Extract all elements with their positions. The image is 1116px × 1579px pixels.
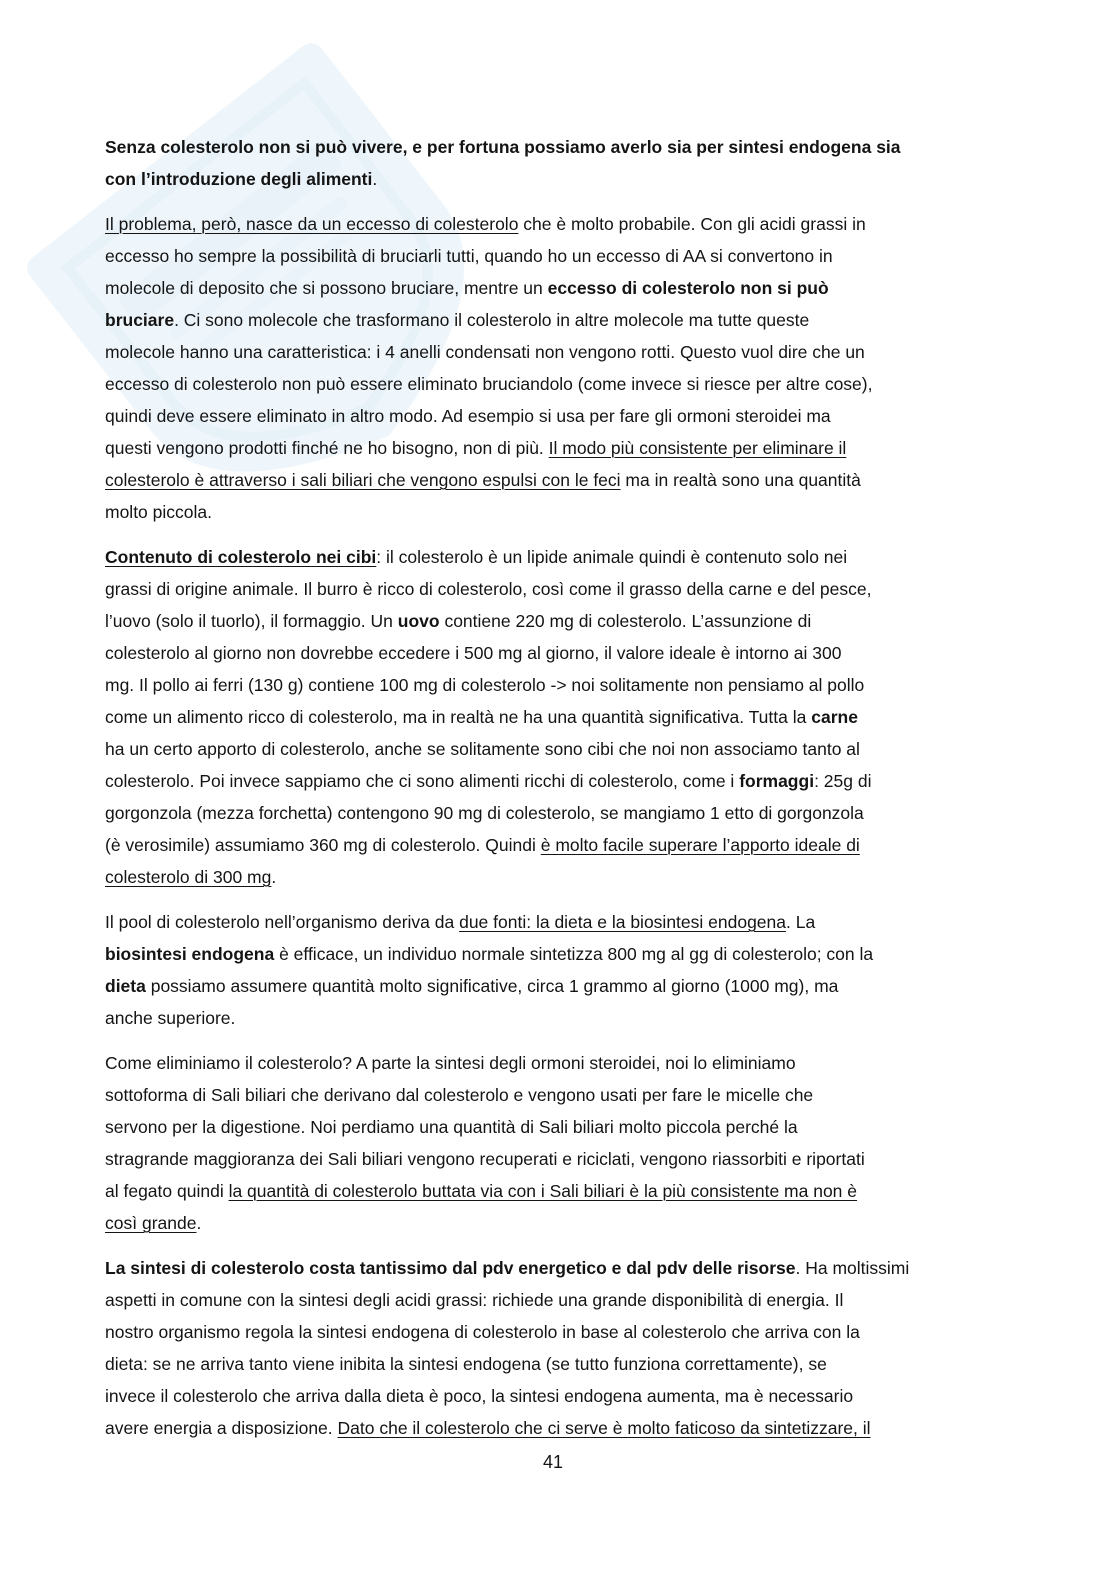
text-run: aspetti in comune con la sintesi degli acidi grassi: richiede una grande disponibilità di energia. Il (105, 1290, 844, 1310)
text-line (105, 1175, 1005, 1207)
text-line (105, 797, 1005, 829)
text-line (105, 1047, 1005, 1079)
text-run: che è molto probabile. Con gli acidi grassi in (518, 214, 866, 234)
text-line (105, 131, 1005, 163)
text-run: ha un certo apporto di colesterolo, anche se solitamente sono cibi che noi non associamo tanto al (105, 739, 860, 759)
text-line (105, 1111, 1005, 1143)
underlined-text: Il modo più consistente per eliminare il (548, 438, 847, 458)
text-run: servono per la digestione. Noi perdiamo una quantità di Sali biliari molto piccola perché la (105, 1117, 798, 1137)
text-line (105, 1316, 1005, 1348)
text-run: sottoforma di Sali biliari che derivano dal colesterolo e vengono usati per fare le micelle che (105, 1085, 814, 1105)
text-line (105, 1380, 1005, 1412)
paragraph (105, 208, 1005, 528)
bold-text: con l’introduzione degli alimenti (105, 169, 373, 189)
text-run: Il pool di colesterolo nell’organismo deriva da (105, 912, 460, 932)
text-line (105, 861, 1005, 893)
text-line (105, 605, 1005, 637)
underlined-text: colesterolo di 300 mg (105, 867, 272, 887)
text-run: : 25g di (814, 771, 872, 791)
text-run: quindi deve essere eliminato in altro modo. Ad esempio si usa per fare gli ormoni steroidei ma (105, 406, 831, 426)
bold-text: formaggi (739, 771, 815, 791)
underlined-text: Dato che il colesterolo che ci serve è molto faticoso da sintetizzare, il (337, 1418, 871, 1438)
text-run: colesterolo. Poi invece sappiamo che ci sono alimenti ricchi di colesterolo, come i (105, 771, 740, 791)
text-run: molecole hanno una caratteristica: i 4 anelli condensati non vengono rotti. Questo vuol dire che un (105, 342, 865, 362)
text-run: ma in realtà sono una quantità (620, 470, 861, 490)
text-run: possiamo assumere quantità molto significative, circa 1 grammo al giorno (1000 mg), ma (145, 976, 839, 996)
underlined-text: è molto facile superare l’apporto ideale di (540, 835, 860, 855)
underlined-text: due fonti: la dieta e la biosintesi endogena (459, 912, 787, 932)
text-line (105, 938, 1005, 970)
text-line (105, 304, 1005, 336)
text-line (105, 1252, 1005, 1284)
text-run: Come eliminiamo il colesterolo? A parte la sintesi degli ormoni steroidei, noi lo eliminiamo (105, 1053, 796, 1073)
underlined-text: Il problema, però, nasce da un eccesso di colesterolo (105, 214, 519, 234)
text-line (105, 573, 1005, 605)
text-run: l’uovo (solo il tuorlo), il formaggio. Un (105, 611, 398, 631)
text-run: invece il colesterolo che arriva dalla dieta è poco, la sintesi endogena aumenta, ma è necessario (105, 1386, 854, 1406)
text-run: . (271, 867, 277, 887)
text-run: dieta: se ne arriva tanto viene inibita la sintesi endogena (se tutto funziona correttamente), se (105, 1354, 827, 1374)
text-run: grassi di origine animale. Il burro è ricco di colesterolo, così come il grasso della carne e del pesce, (105, 579, 872, 599)
text-run: questi vengono prodotti finché ne ho bisogno, non di più. (105, 438, 549, 458)
text-run: avere energia a disposizione. (105, 1418, 338, 1438)
text-run: molto piccola. (105, 502, 212, 522)
text-run: contiene 220 mg di colesterolo. L’assunzione di (439, 611, 812, 631)
bold-text: uovo (397, 611, 440, 631)
bold-text: carne (811, 707, 858, 727)
paragraph (105, 541, 1005, 893)
text-run: al fegato quindi (105, 1181, 229, 1201)
text-run: . Ha moltissimi (795, 1258, 910, 1278)
text-run: . (196, 1213, 202, 1233)
bold-text: bruciare (105, 310, 175, 330)
text-line (105, 432, 1005, 464)
bold-text: dieta (105, 976, 146, 996)
paragraph (105, 906, 1005, 1034)
paragraph (105, 1252, 1005, 1444)
text-line (105, 1284, 1005, 1316)
underlined-text: la quantità di colesterolo buttata via con i Sali biliari è la più consistente ma non è (228, 1181, 858, 1201)
text-run: molecole di deposito che si possono bruciare, mentre un (105, 278, 548, 298)
text-run: stragrande maggioranza dei Sali biliari vengono recuperati e riciclati, vengono riassorbiti e riportati (105, 1149, 865, 1169)
page-number: 41 (542, 1452, 564, 1472)
text-line (105, 1079, 1005, 1111)
text-run: colesterolo al giorno non dovrebbe eccedere i 500 mg al giorno, il valore ideale è intorno ai 300 (105, 643, 842, 663)
bold-text: biosintesi endogena (105, 944, 275, 964)
bold-underlined-heading: Contenuto di colesterolo nei cibi (105, 547, 377, 567)
text-run: è efficace, un individuo normale sintetizza 800 mg al gg di colesterolo; con la (274, 944, 874, 964)
text-line (105, 970, 1005, 1002)
text-line (105, 464, 1005, 496)
text-run: mg. Il pollo ai ferri (130 g) contiene 100 mg di colesterolo -> noi solitamente non pensiamo al pollo (105, 675, 865, 695)
text-line (105, 272, 1005, 304)
text-line (105, 163, 1005, 195)
text-line (105, 906, 1005, 938)
text-run: : il colesterolo è un lipide animale quindi è contenuto solo nei (376, 547, 848, 567)
text-line (105, 765, 1005, 797)
bold-text: La sintesi di colesterolo costa tantissimo dal pdv energetico e dal pdv delle risorse (105, 1258, 796, 1278)
text-line (105, 733, 1005, 765)
underlined-text: colesterolo è attraverso i sali biliari che vengono espulsi con le feci (105, 470, 621, 490)
text-run: . La (786, 912, 816, 932)
text-line (105, 1412, 1005, 1444)
text-run: eccesso di colesterolo non può essere eliminato bruciandolo (come invece si riesce per altre cose), (105, 374, 873, 394)
text-run: . (372, 169, 378, 189)
text-line (105, 637, 1005, 669)
text-run: (è verosimile) assumiamo 360 mg di colesterolo. Quindi (105, 835, 541, 855)
document-body (105, 131, 1005, 1457)
text-line (105, 208, 1005, 240)
text-line (105, 240, 1005, 272)
text-line (105, 829, 1005, 861)
paragraph (105, 1047, 1005, 1239)
text-line (105, 669, 1005, 701)
text-run: anche superiore. (105, 1008, 236, 1028)
text-line (105, 496, 1005, 528)
underlined-text: così grande (105, 1213, 197, 1233)
text-line (105, 400, 1005, 432)
text-run: come un alimento ricco di colesterolo, ma in realtà ne ha una quantità significativa. Tutta la (105, 707, 812, 727)
text-line (105, 1207, 1005, 1239)
text-line (105, 1002, 1005, 1034)
paragraph (105, 131, 1005, 195)
bold-text: Senza colesterolo non si può vivere, e per fortuna possiamo averlo sia per sintesi endogena sia (105, 137, 901, 157)
text-line (105, 336, 1005, 368)
text-run: . Ci sono molecole che trasformano il colesterolo in altre molecole ma tutte queste (174, 310, 810, 330)
text-line (105, 541, 1005, 573)
text-line (105, 1143, 1005, 1175)
text-line (105, 1348, 1005, 1380)
text-line (105, 368, 1005, 400)
bold-text: eccesso di colesterolo non si può (547, 278, 829, 298)
text-run: nostro organismo regola la sintesi endogena di colesterolo in base al colesterolo che arriva con la (105, 1322, 860, 1342)
text-run: gorgonzola (mezza forchetta) contengono 90 mg di colesterolo, se mangiamo 1 etto di gorgonzola (105, 803, 864, 823)
text-line (105, 701, 1005, 733)
text-run: eccesso ho sempre la possibilità di bruciarli tutti, quando ho un eccesso di AA si convertono in (105, 246, 833, 266)
